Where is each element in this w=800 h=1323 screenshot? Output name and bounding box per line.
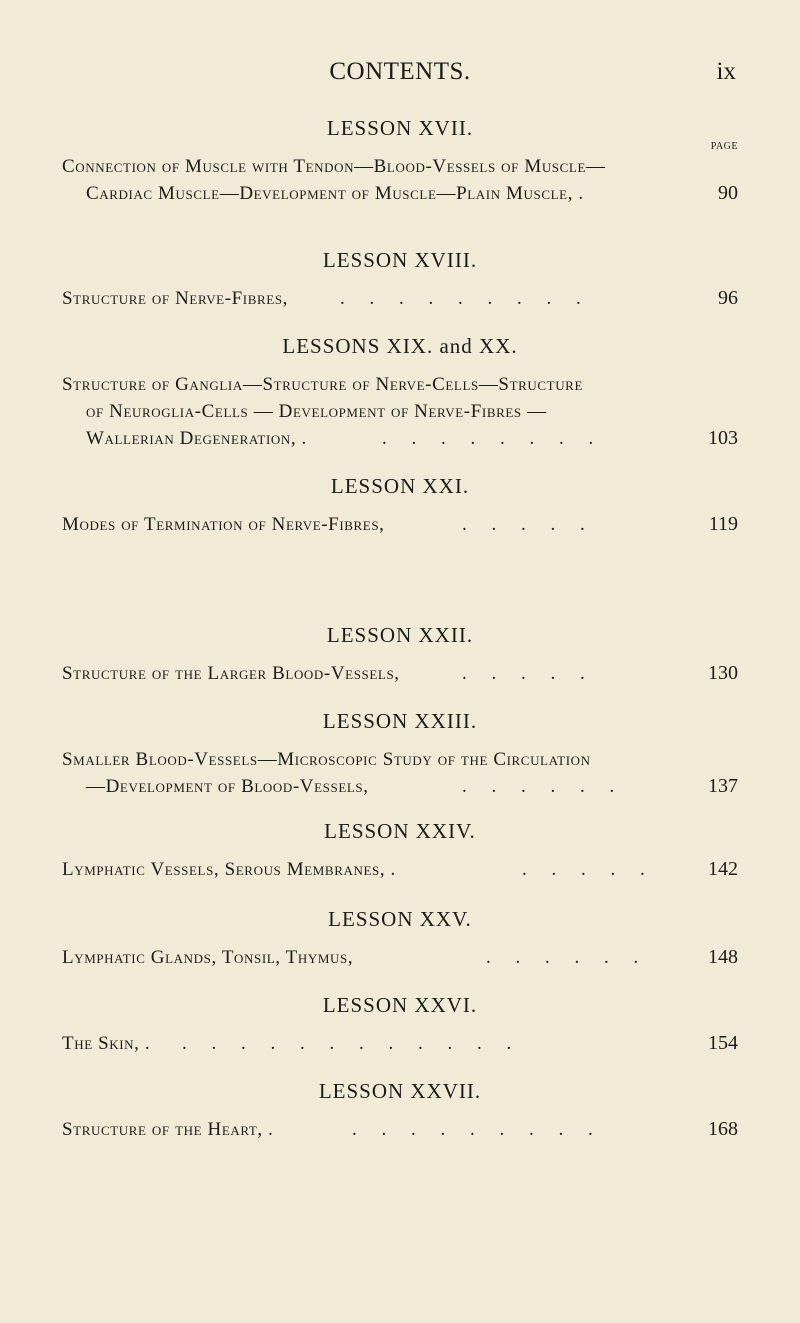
page-column-label: PAGE bbox=[710, 141, 738, 152]
toc-entry bbox=[62, 153, 738, 207]
toc-entry bbox=[62, 1116, 738, 1143]
toc-entry bbox=[62, 1030, 738, 1057]
lesson-heading: LESSON XXIV. bbox=[324, 819, 476, 843]
page-ref: 130 bbox=[708, 662, 738, 684]
entry-text: Connection of Muscle with Tendon—Blood-Vessels of Muscle— bbox=[62, 156, 606, 177]
entry-text: Structure of Ganglia—Structure of Nerve-Cells—Structure bbox=[62, 374, 583, 395]
page-header bbox=[0, 58, 800, 88]
lesson-heading: LESSON XXIII. bbox=[322, 709, 478, 733]
page-ref: 168 bbox=[708, 1118, 738, 1140]
page-ref: 142 bbox=[708, 858, 738, 880]
dot-leader: . . . . . . . . bbox=[382, 428, 604, 449]
lesson-heading: LESSON XXV. bbox=[328, 907, 472, 931]
toc-section bbox=[0, 992, 800, 1057]
toc-section bbox=[0, 333, 800, 452]
dot-leader: . . . . . . bbox=[462, 776, 625, 797]
entry-text: Structure of the Heart, . bbox=[62, 1119, 274, 1140]
dot-leader: . . . . . bbox=[522, 859, 655, 880]
entry-text: —Development of Blood-Vessels, bbox=[86, 776, 369, 797]
entry-text: The Skin, . bbox=[62, 1033, 151, 1054]
lesson-heading: LESSON XXII. bbox=[326, 623, 474, 647]
toc-entry bbox=[62, 371, 738, 452]
toc-section bbox=[0, 115, 800, 207]
dot-leader: . . . . . . . . . bbox=[352, 1119, 603, 1140]
running-title: CONTENTS. bbox=[329, 58, 471, 85]
page-ref: 90 bbox=[718, 182, 738, 204]
toc-entry bbox=[62, 746, 738, 800]
entry-text: Modes of Termination of Nerve-Fibres, bbox=[62, 514, 385, 535]
entry-text: Smaller Blood-Vessels—Microscopic Study of the Circulation bbox=[62, 749, 591, 770]
toc-section bbox=[0, 708, 800, 800]
lesson-heading: LESSON XVIII. bbox=[322, 248, 478, 272]
lesson-heading: LESSON XXVII. bbox=[318, 1079, 482, 1103]
lesson-heading: LESSONS XIX. and XX. bbox=[282, 334, 518, 358]
toc-section bbox=[0, 1078, 800, 1143]
toc-section bbox=[0, 247, 800, 312]
dot-leader: . . . . . . bbox=[486, 947, 649, 968]
dot-leader: . . . . . . . . . bbox=[340, 288, 591, 309]
entry-text: Wallerian Degeneration, . bbox=[86, 428, 307, 449]
dot-leader: . . . . . bbox=[462, 514, 595, 535]
lesson-heading: LESSON XXVI. bbox=[322, 993, 478, 1017]
lesson-heading: LESSON XXI. bbox=[330, 474, 470, 498]
dot-leader: . . . . . bbox=[462, 663, 595, 684]
entry-text: Lymphatic Vessels, Serous Membranes, . bbox=[62, 859, 396, 880]
page-ref: 154 bbox=[708, 1032, 738, 1054]
page-number: ix bbox=[716, 58, 736, 85]
toc-entry bbox=[62, 660, 738, 687]
toc-entry bbox=[62, 944, 738, 971]
page-ref: 148 bbox=[708, 946, 738, 968]
dot-leader: . . . . . . . . . . . . bbox=[182, 1033, 522, 1054]
page-ref: 137 bbox=[708, 775, 738, 797]
toc-section bbox=[0, 622, 800, 687]
page-ref: 103 bbox=[708, 427, 738, 449]
lesson-heading: LESSON XVII. bbox=[326, 116, 474, 140]
toc-entry bbox=[62, 511, 738, 538]
toc-entry bbox=[62, 856, 738, 883]
toc-section bbox=[0, 906, 800, 971]
toc-section bbox=[0, 473, 800, 538]
toc-section bbox=[0, 818, 800, 883]
entry-text: Cardiac Muscle—Development of Muscle—Plain Muscle, . bbox=[86, 183, 584, 204]
entry-text: Lymphatic Glands, Tonsil, Thymus, bbox=[62, 947, 354, 968]
entry-text: Structure of Nerve-Fibres, bbox=[62, 288, 289, 309]
page-ref: 96 bbox=[718, 287, 738, 309]
entry-text: of Neuroglia-Cells — Development of Nerve-Fibres — bbox=[86, 401, 547, 422]
entry-text: Structure of the Larger Blood-Vessels, bbox=[62, 663, 400, 684]
toc-entry bbox=[62, 285, 738, 312]
page-ref: 119 bbox=[708, 513, 738, 535]
